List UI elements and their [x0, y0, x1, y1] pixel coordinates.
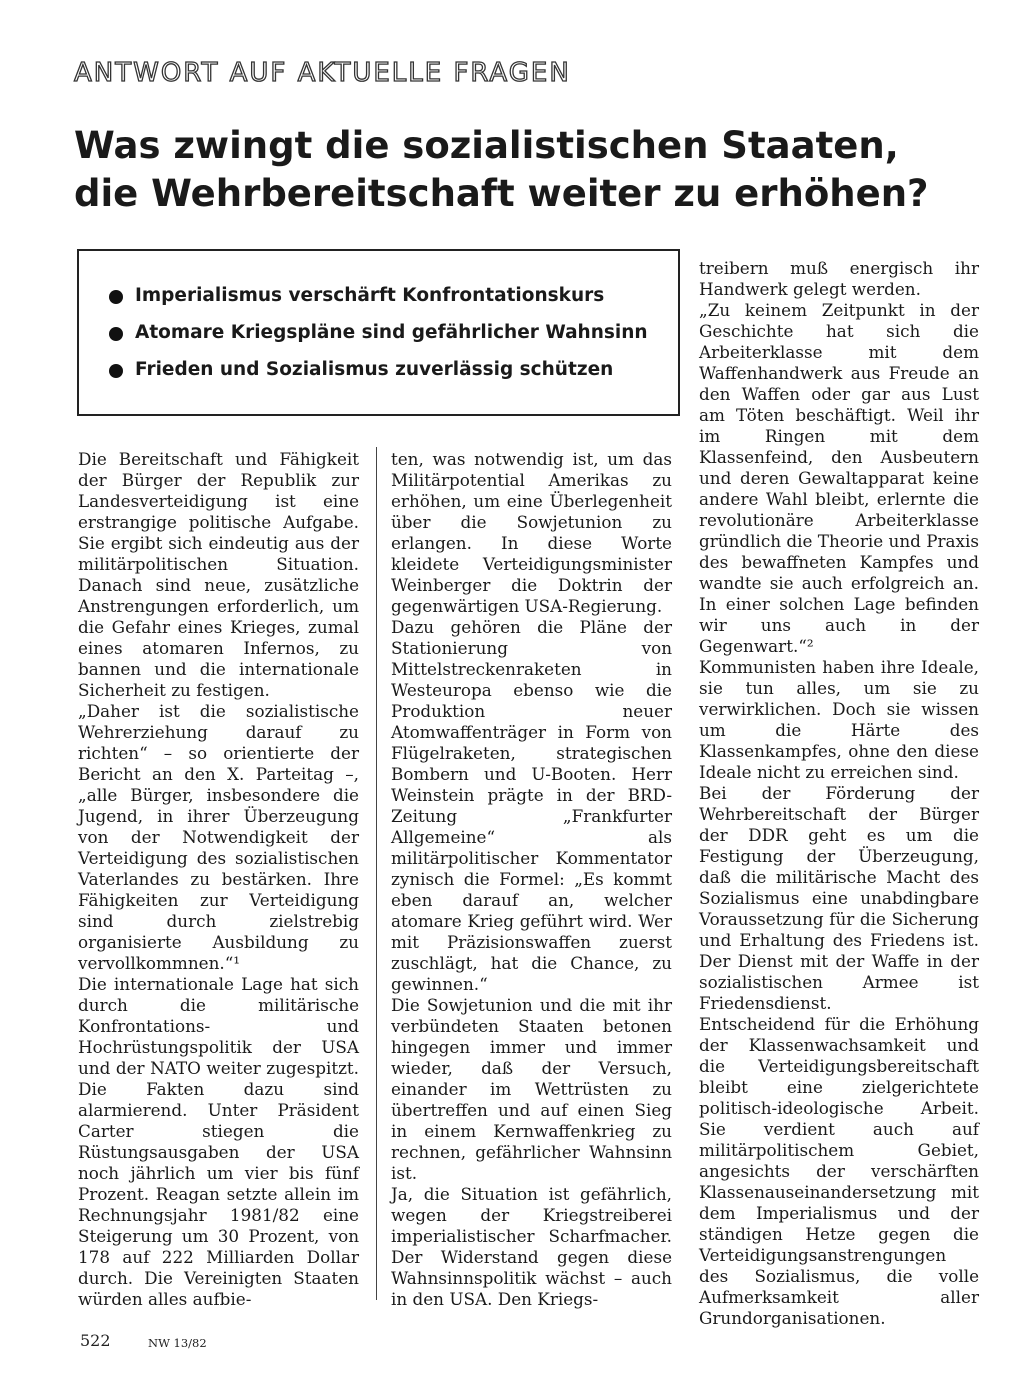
paragraph: ten, was notwendig ist, um das Militärpotential Amerikas zu erhöhen, um eine Überlegenheit über die Sowjetunion zu erlangen. In diese Worte kleidete Verteidigungsminister Weinberger die Doktrin der gegenwärtigen USA-Regierung.	[391, 449, 672, 616]
article-headline	[74, 122, 974, 218]
text-column-2	[391, 449, 672, 1310]
bullet-dot-icon	[109, 327, 123, 341]
text-column-3	[699, 258, 979, 1329]
summary-bullet	[109, 322, 648, 359]
paragraph: Bei der Förderung der Wehrbereitschaft der Bürger der DDR geht es um die Festigung der Überzeugung, daß die militärische Macht des Sozialismus eine unabdingbare Voraussetzung für die Sicherung und Erhaltung des Friedens ist. Der Dienst mit der Waffe in der sozialistischen Armee ist Friedensdienst.	[699, 783, 979, 1013]
summary-bullet	[109, 359, 648, 396]
summary-bullet	[109, 285, 648, 322]
summary-box	[77, 249, 680, 416]
paragraph: Die Bereitschaft und Fähigkeit der Bürger der Republik zur Landesverteidigung ist eine erstrangige politische Aufgabe. Sie ergibt sich eindeutig aus der militärpolitischen Situation. Danach sind neue, zusätzliche Anstrengungen erforderlich, um die Gefahr eines Krieges, zumal eines atomaren Infernos, zu bannen und die internationale Sicherheit zu festigen.	[78, 449, 359, 700]
summary-bullet-text: Frieden und Sozialismus zuverlässig schützen	[135, 359, 614, 380]
paragraph: Entscheidend für die Erhöhung der Klassenwachsamkeit und die Verteidigungsbereitschaft bleibt eine zielgerichtete politisch-ideologische Arbeit. Sie verdient auch auf militärpolitischem Gebiet, angesichts der verschärften Klassenauseinandersetzung mit dem Imperialismus und der ständigen Hetze gegen die Verteidigungsanstrengungen des Sozialismus, die volle Aufmerksamkeit aller Grundorganisationen.	[699, 1014, 979, 1328]
paragraph: Ja, die Situation ist gefährlich, wegen der Kriegstreiberei imperialistischer Scharfmacher. Der Widerstand gegen diese Wahnsinnspolitik wächst – auch in den USA. Den Kriegs-	[391, 1184, 672, 1309]
summary-bullet-text: Imperialismus verschärft Konfrontationskurs	[135, 285, 605, 306]
headline-line-1: Was zwingt die sozialistischen Staaten,	[74, 124, 899, 167]
issue-label: NW 13/82	[148, 1336, 207, 1350]
summary-bullet-text: Atomare Kriegspläne sind gefährlicher Wahnsinn	[135, 322, 648, 343]
bullet-dot-icon	[109, 290, 123, 304]
headline-line-2: die Wehrbereitschaft weiter zu erhöhen?	[74, 172, 929, 215]
paragraph: Kommunisten haben ihre Ideale, sie tun alles, um sie zu verwirklichen. Doch sie wissen um die Härte des Klassenkampfes, ohne den diese Ideale nicht zu erreichen sind.	[699, 657, 979, 782]
page-number: 522	[80, 1331, 111, 1350]
bullet-dot-icon	[109, 364, 123, 378]
paragraph: Die internationale Lage hat sich durch die militärische Konfrontations- und Hochrüstungspolitik der USA und der NATO weiter zugespitzt. Die Fakten dazu sind alarmierend. Unter Präsident Carter stiegen die Rüstungsausgaben der USA noch jährlich um vier bis fünf Prozent. Reagan setzte allein im Rechnungsjahr 1981/82 eine Steigerung um 30 Prozent, von 178 auf 222 Milliarden Dollar durch. Die Vereinigten Staaten würden alles aufbie-	[78, 974, 359, 1309]
paragraph: Die Sowjetunion und die mit ihr verbündeten Staaten betonen hingegen immer und immer wieder, daß der Versuch, einander im Wettrüsten zu übertreffen und auf einen Sieg in einem Kernwaffenkrieg zu rechnen, gefährlicher Wahnsinn ist.	[391, 995, 672, 1183]
column-divider	[376, 447, 377, 1300]
paragraph: Dazu gehören die Pläne der Stationierung von Mittelstreckenraketen in Westeuropa ebenso wie die Produktion neuer Atomwaffenträger in Form von Flügelraketen, strategischen Bombern und U-Booten. Herr Weinstein prägte in der BRD-Zeitung „Frankfurter Allgemeine“ als militärpolitischer Kommentator zynisch die Formel: „Es kommt eben darauf an, welcher atomare Krieg geführt wird. Wer mit Präzisionswaffen zuerst zuschlägt, hat die Chance, zu gewinnen.“	[391, 617, 672, 994]
paragraph: „Zu keinem Zeitpunkt in der Geschichte hat sich die Arbeiterklasse mit dem Waffenhandwerk aus Freude an den Waffen oder gar aus Lust am Töten beschäftigt. Weil ihr im Ringen mit dem Klassenfeind, den Ausbeutern und deren Gewaltapparat keine andere Wahl bleibt, erlernte die revolutionäre Arbeiterklasse gründlich die Theorie und Praxis des bewaffneten Kampfes und wandte sie auch erfolgreich an. In einer solchen Lage befinden wir uns auch in der Gegenwart.“²	[699, 300, 979, 656]
section-kicker: ANTWORT AUF AKTUELLE FRAGEN	[74, 58, 571, 88]
paragraph: treibern muß energisch ihr Handwerk gelegt werden.	[699, 258, 979, 299]
summary-bullet-list	[109, 285, 648, 396]
paragraph: „Daher ist die sozialistische Wehrerziehung darauf zu richten“ – so orientierte der Bericht an den X. Parteitag –, „alle Bürger, insbesondere die Jugend, in ihrer Überzeugung von der Notwendigkeit der Verteidigung des sozialistischen Vaterlandes zu bestärken. Ihre Fähigkeiten zur Verteidigung sind durch zielstrebig organisierte Ausbildung zu vervollkommnen.“¹	[78, 701, 359, 973]
text-column-1	[78, 449, 359, 1310]
